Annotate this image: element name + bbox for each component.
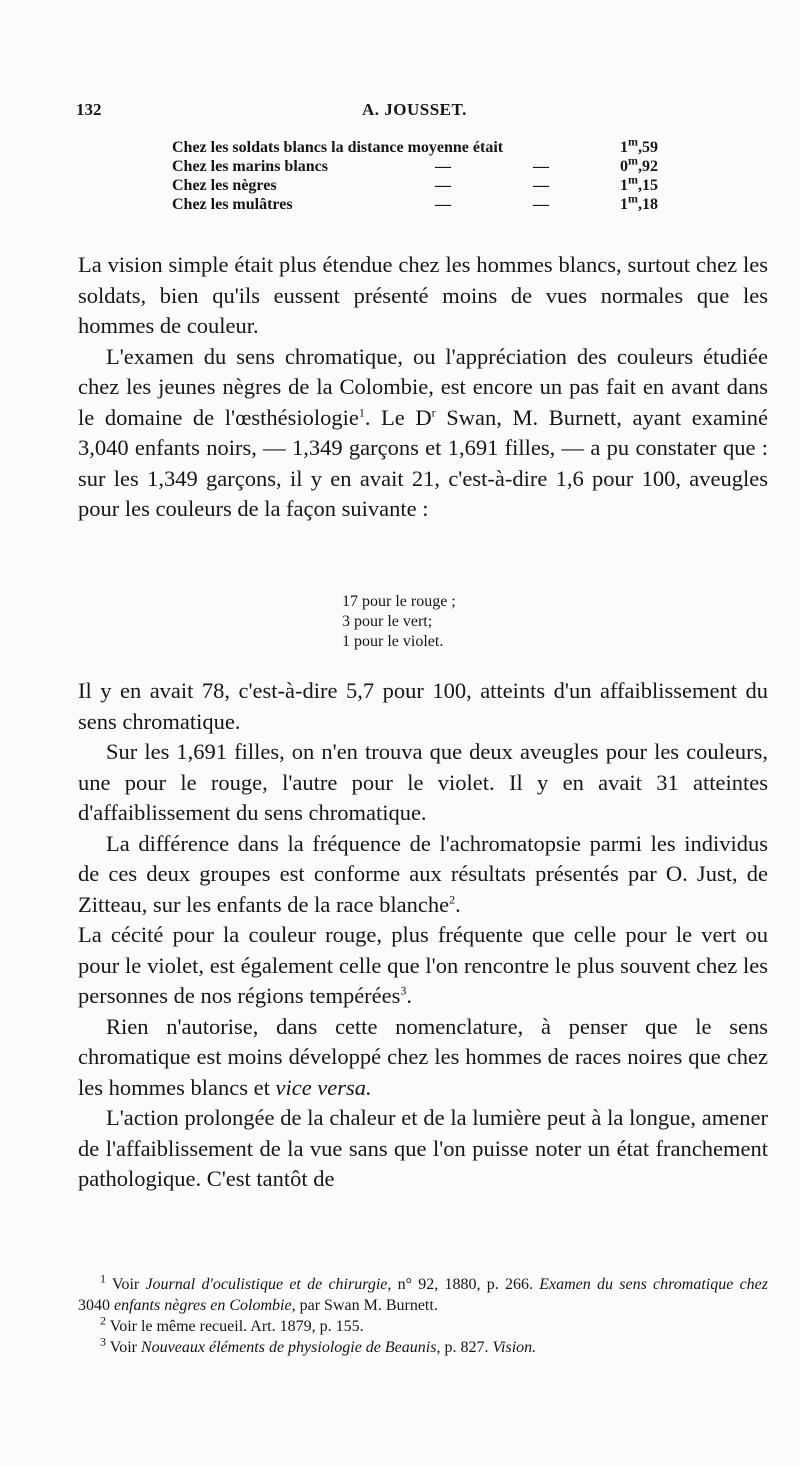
distance-table	[172, 134, 692, 214]
paragraph: Sur les 1,691 filles, on n'en trouva que deux aveugles pour les couleurs, une pour le rouge, l'autre pour le violet. Il y en avait 31 atteintes d'affaiblissement du sens chromatique.	[78, 739, 768, 825]
table-row	[172, 172, 692, 195]
ditto-mark: —	[435, 177, 451, 194]
table-row	[172, 153, 692, 176]
footnotes	[78, 1271, 768, 1358]
ditto-mark: —	[533, 196, 549, 213]
footnote-ref: 3	[400, 983, 407, 998]
footnote: $^1$ Voir Journal d'oculistique et de chirurgie, n° 92, 1880, p. 266. Examen du sens chromatique chez 3040 enfants nègres en Colombie, par Swan M. Burnett.	[78, 1271, 768, 1314]
row-value: 1$^m$,18	[620, 191, 658, 213]
ditto-mark: —	[435, 196, 451, 213]
ditto-mark: —	[533, 158, 549, 175]
row-label: Chez les soldats blancs la distance moyenne était	[172, 139, 504, 156]
list-item: 3 pour le vert;	[342, 613, 433, 630]
page-number: 132	[76, 100, 102, 119]
paragraph: Il y en avait 78, c'est-à-dire 5,7 pour 100, atteints d'un affaiblissement du sens chromatique.	[78, 678, 768, 734]
paragraph: L'examen du sens chromatique, ou l'appréciation des couleurs étudiée chez les jeunes nègres de la Colombie, est encore un pas fait en avant dans le domaine de l'œsthésiologie$^1$. Le $D^r$ Swan, M. Burnett, ayant examiné 3,040 enfants noirs, — 1,349 garçons et 1,691 filles, — a pu constater que : sur les 1,349 garçons, il y en avait 21, c'est-à-dire 1,6 pour 100, aveugles pour les couleurs de la façon suivante :	[78, 343, 769, 521]
footnote: $^2$ Voir le même recueil. Art. 1879, p. 155.	[100, 1313, 364, 1335]
list-item: 17 pour le rouge ;	[342, 593, 456, 610]
footnote-ref: 2	[449, 892, 456, 906]
paragraph: Rien n'autorise, dans cette nomenclature, à penser que le sens chromatique est moins développé chez les hommes de races noires que chez les hommes blancs et vice versa.	[78, 1013, 768, 1100]
list-item: 1 pour le violet.	[342, 633, 444, 650]
paragraph: La vision simple était plus étendue chez les hommes blancs, surtout chez les soldats, bien qu'ils eussent présenté moins de vues normales que les hommes de couleur.	[78, 252, 768, 338]
ditto-mark: —	[533, 177, 549, 194]
paragraph: L'action prolongée de la chaleur et de la lumière peut à la longue, amener de l'affaiblissement de la vue sans que l'on puisse noter un état franchement pathologique. C'est tantôt de	[78, 1105, 768, 1191]
footnote-ref: 1	[358, 405, 365, 419]
color-blindness-list	[342, 592, 456, 652]
paragraph: La cécité pour la couleur rouge, plus fréquente que celle pour le vert ou pour le violet, est également celle que l'on rencontre le plus souvent chez les personnes de nos régions tempérées$^3$.	[78, 922, 768, 1008]
running-header	[76, 100, 776, 126]
row-value: 0$^m$,92	[620, 153, 658, 175]
body-text-lower	[78, 676, 768, 1195]
row-label: Chez les mulâtres	[172, 196, 293, 213]
paragraph: La différence dans la fréquence de l'achromatopsie parmi les individus de ces deux groupes est conforme aux résultats présentés par O. Just, de Zitteau, sur les enfants de la race blanche$^2$.	[78, 830, 768, 917]
body-text-upper	[78, 250, 768, 525]
row-value: 1$^m$,15	[620, 172, 658, 194]
table-row	[172, 134, 692, 157]
row-label: Chez les nègres	[172, 177, 277, 194]
row-label: Chez les marins blancs	[172, 158, 328, 175]
row-value: 1$^m$,59	[620, 134, 658, 156]
running-title: A. JOUSSET.	[362, 100, 467, 119]
table-row	[172, 191, 692, 214]
footnote: $^3$ Voir Nouveaux éléments de physiologie de Beaunis, p. 827. Vision.	[100, 1334, 537, 1356]
ditto-mark: —	[435, 158, 451, 175]
